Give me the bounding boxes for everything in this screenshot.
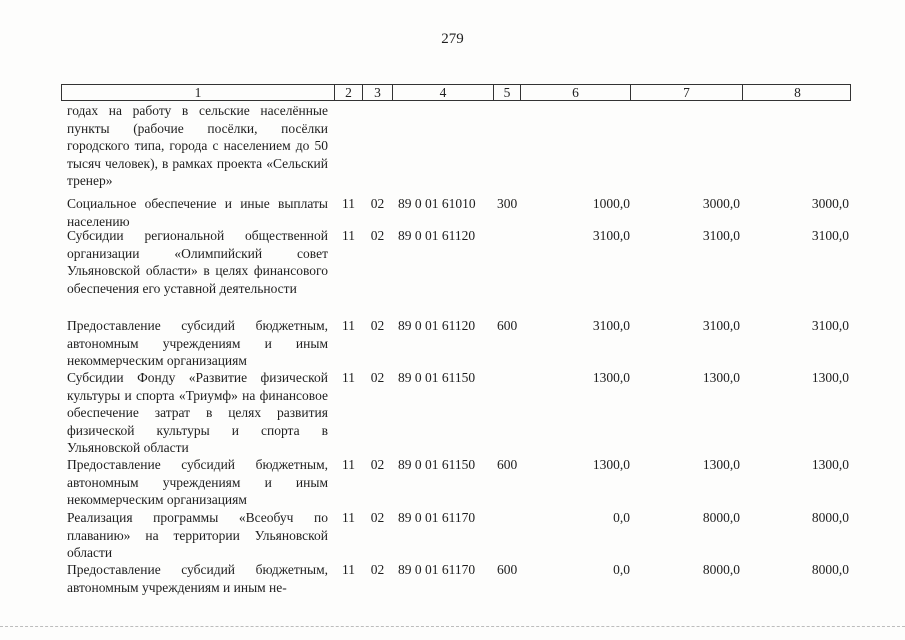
target-article-code: 89 0 01 61120 [398, 228, 476, 243]
subsection-code: 02 [370, 318, 385, 333]
table-row [0, 102, 905, 195]
amount-col-8: 3100,0 [811, 228, 849, 243]
subsection-code: 02 [370, 457, 385, 472]
table-row [0, 561, 905, 601]
amount-col-6: 0,0 [613, 562, 630, 577]
section-code: 11 [342, 562, 355, 577]
scan-edge-divider [0, 626, 905, 628]
target-article-code: 89 0 01 61150 [398, 457, 476, 472]
amount-col-6: 0,0 [613, 510, 630, 525]
table-row [0, 195, 905, 227]
row-name: Субсидии Фонду «Развитие физической культуры и спорта «Триумф» на финансовое обеспечение затрат в целях развития физической культуры и спорта в Ульяновской области [67, 370, 328, 456]
column-header-6: 6 [520, 85, 630, 100]
target-article-code: 89 0 01 61170 [398, 562, 476, 577]
amount-col-7: 1300,0 [702, 370, 740, 385]
amount-col-7: 8000,0 [702, 562, 740, 577]
row-name: Субсидии региональной общественной организации «Олимпийский совет Ульяновской области» в целях финансового обеспечения его уставной деятельности [67, 228, 328, 296]
table-body [0, 102, 905, 601]
table-row [0, 227, 905, 317]
row-name: Реализация программы «Всеобуч по плаванию» на территории Ульяновской области [67, 510, 328, 561]
section-code: 11 [342, 370, 355, 385]
table-row [0, 456, 905, 509]
target-article-code: 89 0 01 61150 [398, 370, 476, 385]
row-name: Предоставление субсидий бюджетным, автономным учреждениям и иным не- [67, 562, 328, 595]
amount-col-8: 8000,0 [811, 510, 849, 525]
amount-col-6: 1300,0 [592, 370, 630, 385]
section-code: 11 [342, 457, 355, 472]
subsection-code: 02 [370, 510, 385, 525]
subsection-code: 02 [370, 196, 385, 211]
amount-col-6: 3100,0 [592, 228, 630, 243]
expense-type-code: 600 [497, 562, 518, 577]
amount-col-8: 3100,0 [811, 318, 849, 333]
column-header-7: 7 [630, 85, 742, 100]
amount-col-6: 3100,0 [592, 318, 630, 333]
section-code: 11 [342, 510, 355, 525]
amount-col-7: 3100,0 [702, 228, 740, 243]
column-header-5: 5 [493, 85, 520, 100]
amount-col-7: 8000,0 [702, 510, 740, 525]
subsection-code: 02 [370, 562, 385, 577]
expense-type-code: 600 [497, 457, 518, 472]
subsection-code: 02 [370, 228, 385, 243]
column-header-2: 2 [334, 85, 362, 100]
amount-col-7: 3100,0 [702, 318, 740, 333]
section-code: 11 [342, 318, 355, 333]
amount-col-7: 3000,0 [702, 196, 740, 211]
page-number: 279 [441, 31, 464, 47]
target-article-code: 89 0 01 61010 [398, 196, 476, 211]
row-name: Социальное обеспечение и иные выплаты населению [67, 196, 328, 229]
amount-col-6: 1300,0 [592, 457, 630, 472]
amount-col-8: 3000,0 [811, 196, 849, 211]
table-row [0, 509, 905, 561]
amount-col-8: 1300,0 [811, 457, 849, 472]
section-code: 11 [342, 228, 355, 243]
target-article-code: 89 0 01 61170 [398, 510, 476, 525]
amount-col-8: 1300,0 [811, 370, 849, 385]
column-header-1: 1 [194, 85, 202, 100]
section-code: 11 [342, 196, 355, 211]
amount-col-6: 1000,0 [592, 196, 630, 211]
expense-type-code: 300 [497, 196, 518, 211]
column-header-3: 3 [362, 85, 392, 100]
column-header-4: 4 [392, 85, 493, 100]
expense-type-code: 600 [497, 318, 518, 333]
column-header-8: 8 [742, 85, 852, 100]
amount-col-8: 8000,0 [811, 562, 849, 577]
row-name: Предоставление субсидий бюджетным, автономным учреждениям и иным некоммерческим организациям [67, 318, 328, 369]
table-row [0, 369, 905, 456]
target-article-code: 89 0 01 61120 [398, 318, 476, 333]
row-name: годах на работу в сельские населённые пункты (рабочие посёлки, посёлки городского типа, города с населением до 50 тысяч человек), в рамках проекта «Сельский тренер» [67, 103, 328, 189]
amount-col-7: 1300,0 [702, 457, 740, 472]
table-header-row [61, 84, 851, 101]
subsection-code: 02 [370, 370, 385, 385]
table-row [0, 317, 905, 369]
row-name: Предоставление субсидий бюджетным, автономным учреждениям и иным некоммерческим организациям [67, 457, 328, 508]
